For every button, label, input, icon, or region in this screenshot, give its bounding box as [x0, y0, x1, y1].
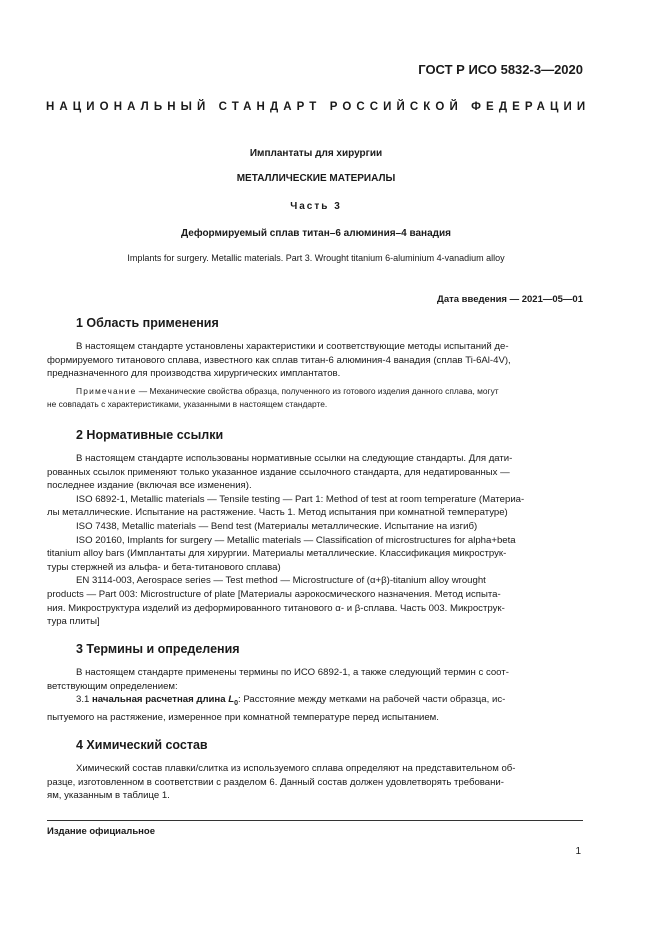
reference-line: лы металлические. Испытание на растяжение. Часть 1. Метод испытания при комнатной температуре)	[47, 507, 508, 519]
text-line: рованных ссылок применяют только указанное издание ссылочного стандарта, для недатированных —	[47, 466, 510, 478]
term-symbol: L	[228, 694, 235, 706]
section-2-heading: 2 Нормативные ссылки	[76, 428, 224, 442]
title-part: Часть 3	[290, 201, 342, 212]
section-4-heading: 4 Химический состав	[76, 738, 208, 752]
section-1-heading: 1 Область применения	[76, 316, 219, 330]
note-label: Примечание	[76, 386, 137, 396]
reference-line: туры стержней из альфа- и бета-титанового сплава)	[47, 561, 281, 573]
term-definition-text: : Расстояние между метками на рабочей части образца, ис-	[238, 694, 506, 706]
text-line: разце, изготовленном в соответствии с разделом 6. Данный состав должен удовлетворять требовани-	[47, 776, 504, 788]
text-line: В настоящем стандарте установлены характеристики и соответствующие методы испытаний де-	[76, 341, 509, 352]
reference-line: тура плиты]	[47, 616, 100, 628]
introduction-date: Дата введения — 2021—05—01	[437, 294, 583, 305]
national-standard-banner: НАЦИОНАЛЬНЫЙ СТАНДАРТ РОССИЙСКОЙ ФЕДЕРАЦИИ	[46, 101, 591, 113]
note-text: не совпадать с характеристиками, указанными в настоящем стандарте.	[47, 398, 328, 409]
title-line-4: Деформируемый сплав титан–6 алюминия–4 ванадия	[181, 228, 451, 239]
title-line-2: МЕТАЛЛИЧЕСКИЕ МАТЕРИАЛЫ	[236, 173, 396, 184]
reference-line: titanium alloy bars (Имплантаты для хирургии. Материалы металлические. Классификация микрострук-	[47, 548, 507, 560]
section-3-heading: 3 Термины и определения	[76, 642, 240, 656]
section-4-text	[47, 762, 583, 803]
term-number: 3.1	[76, 694, 93, 706]
section-1-note	[47, 385, 583, 410]
text-line: формируемого титанового сплава, известного как сплав титан-6 алюминия-4 ванадия (сплав Ti-6Al-4V),	[47, 354, 511, 366]
reference-line: ISO 20160, Implants for surgery — Metallic materials — Classification of microstructures for alpha+beta	[76, 534, 516, 546]
title-line-1: Имплантаты для хирургии	[249, 148, 383, 159]
text-line: пытуемого на растяжение, измеренное при комнатной температуре перед испытанием.	[47, 711, 439, 723]
term-definition	[47, 693, 583, 711]
note-text: — Механические свойства образца, полученного из готового изделия данного сплава, могут	[136, 386, 499, 396]
reference-line: ния. Микроструктура изделий из деформированного титанового α- и β-сплава. Часть 003. Микрострук-	[47, 602, 505, 614]
official-edition-label: Издание официальное	[47, 826, 155, 837]
text-line: В настоящем стандарте применены термины по ИСО 6892-1, а также следующий термин с соот-	[76, 667, 509, 678]
reference-line: ISO 7438, Metallic materials — Bend test (Материалы металлические. Испытание на изгиб)	[76, 520, 478, 532]
term-name: начальная расчетная длина	[92, 694, 229, 706]
section-3-text	[47, 666, 583, 724]
section-2-text	[47, 452, 583, 629]
reference-line: EN 3114-003, Aerospace series — Test method — Microstructure of (α+β)-titanium alloy wrought	[76, 575, 486, 587]
text-line: В настоящем стандарте использованы нормативные ссылки на следующие стандарты. Для дати-	[76, 453, 513, 464]
reference-line: ISO 6892-1, Metallic materials — Tensile testing — Part 1: Method of test at room temperature (Материа-	[76, 493, 525, 505]
text-line: предназначенного для производства хирургических имплантатов.	[47, 368, 341, 380]
text-line: ветствующим определением:	[47, 680, 178, 692]
footer-divider	[47, 820, 583, 821]
document-id: ГОСТ Р ИСО 5832-3—2020	[418, 62, 583, 77]
text-line: последнее издание (включая все изменения).	[47, 480, 252, 492]
page-number: 1	[575, 846, 581, 857]
english-title: Implants for surgery. Metallic materials. Part 3. Wrought titanium 6-aluminium 4-vanadium alloy	[127, 253, 505, 263]
text-line: Химический состав плавки/слитка из используемого сплава определяют на представительном об-	[76, 763, 516, 774]
term-subscript: 0	[234, 700, 239, 708]
section-1-text	[47, 340, 583, 381]
text-line: ям, указанным в таблице 1.	[47, 790, 170, 802]
reference-line: products — Part 003: Microstructure of plate [Материалы аэрокосмического назначения. Метод испыта-	[47, 588, 501, 600]
